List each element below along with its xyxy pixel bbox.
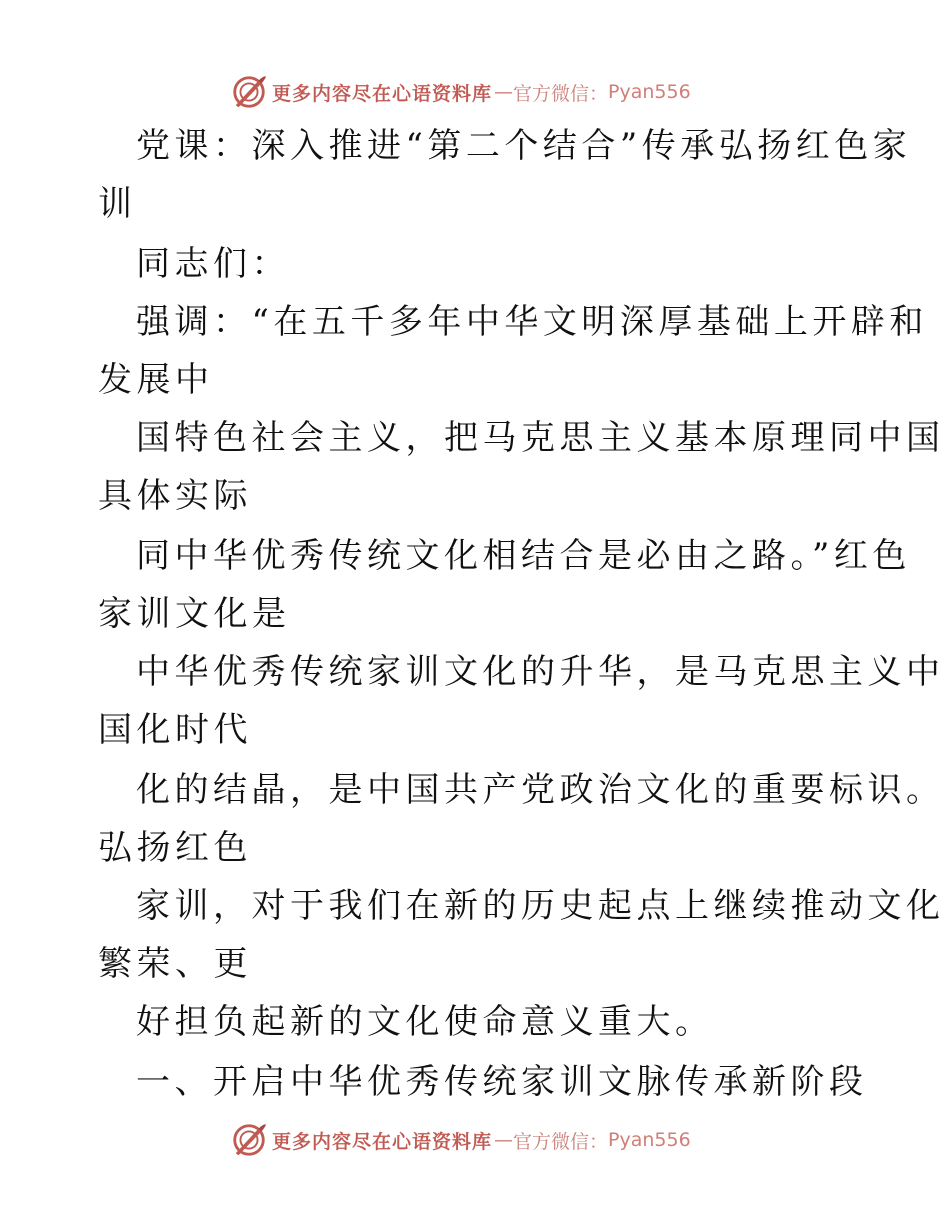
paragraph-line: 国化时代: [98, 710, 252, 750]
watermark-wechat-id: Pyan556: [608, 81, 691, 103]
watermark-wechat-label: 官方微信：: [513, 82, 609, 105]
section-heading: 一、开启中华优秀传统家训文脉传承新阶段: [136, 1062, 868, 1102]
paragraph-line: 中华优秀传统家训文化的升华，是马克思主义中: [136, 652, 945, 692]
paragraph-line: 发展中: [98, 360, 214, 400]
paragraph-line: 具体实际: [98, 476, 252, 516]
paragraph-line: 弘扬红色: [98, 828, 252, 868]
salutation: 同志们：: [136, 244, 290, 284]
footer-watermark: [230, 1120, 730, 1160]
paragraph-line: 好担负起新的文化使命意义重大。: [136, 1002, 714, 1042]
paragraph-line: 国特色社会主义，把马克思主义基本原理同中国: [136, 418, 945, 458]
watermark-brand: 更多内容尽在心语资料库: [272, 1130, 493, 1153]
watermark-wechat-label: 官方微信：: [513, 1130, 609, 1153]
paragraph-line: 化的结晶，是中国共产党政治文化的重要标识。: [136, 770, 945, 810]
watermark-separator: —: [494, 81, 514, 103]
paragraph-line: 家训文化是: [98, 594, 291, 634]
watermark-separator: —: [494, 1129, 514, 1151]
doc-title-line-2: 训: [98, 184, 137, 224]
paragraph-line: 家训，对于我们在新的历史起点上继续推动文化: [136, 886, 945, 926]
paragraph-line: 同中华优秀传统文化相结合是必由之路。”红色: [136, 536, 911, 576]
doc-title-line-1: 党课：深入推进“第二个结合”传承弘扬红色家: [136, 126, 912, 166]
watermark-wechat-id: Pyan556: [608, 1129, 691, 1151]
quill-logo-icon: [230, 1121, 268, 1159]
paragraph-line: 强调：“在五千多年中华文明深厚基础上开辟和: [136, 302, 928, 342]
header-watermark: [230, 72, 730, 112]
quill-logo-icon: [230, 73, 268, 111]
watermark-brand: 更多内容尽在心语资料库: [272, 82, 493, 105]
paragraph-line: 繁荣、更: [98, 944, 252, 984]
